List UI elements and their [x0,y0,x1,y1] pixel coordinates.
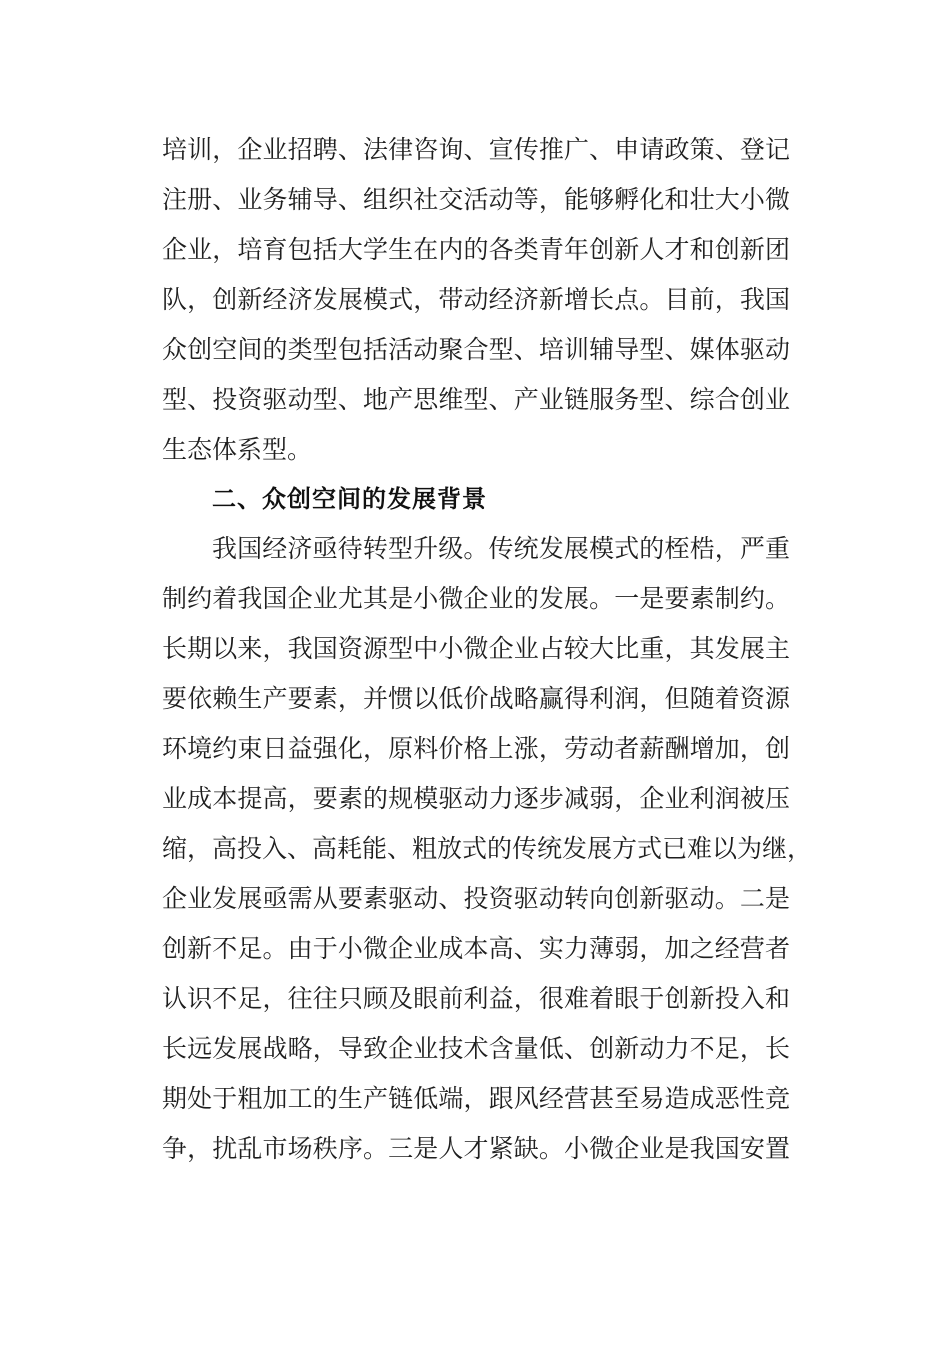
text-line: 长期以来，我国资源型中小微企业占较大比重，其发展主 [162,634,790,663]
text-line: 环境约束日益强化，原料价格上涨，劳动者薪酬增加，创 [162,734,790,763]
section-heading: 二、众创空间的发展背景 [212,485,487,513]
text-line: 企业，培育包括大学生在内的各类青年创新人才和创新团 [162,235,790,264]
text-line: 企业发展亟需从要素驱动、投资驱动转向创新驱动。二是 [162,884,790,913]
text-line: 我国经济亟待转型升级。传统发展模式的桎梏，严重 [212,534,790,563]
text-line: 型、投资驱动型、地产思维型、产业链服务型、综合创业 [162,385,790,414]
text-line: 队，创新经济发展模式，带动经济新增长点。目前，我国 [162,285,790,314]
text-line: 众创空间的类型包括活动聚合型、培训辅导型、媒体驱动 [162,335,790,364]
text-line: 制约着我国企业尤其是小微企业的发展。一是要素制约。 [162,584,790,613]
text-line: 认识不足，往往只顾及眼前利益，很难着眼于创新投入和 [162,984,790,1013]
text-line: 培训，企业招聘、法律咨询、宣传推广、申请政策、登记 [162,135,790,164]
text-line: 缩，高投入、高耗能、粗放式的传统发展方式已难以为继， [162,834,813,863]
text-line: 期处于粗加工的生产链低端，跟风经营甚至易造成恶性竞 [162,1084,790,1113]
text-line: 要依赖生产要素，并惯以低价战略赢得利润，但随着资源 [162,684,790,713]
text-line: 注册、业务辅导、组织社交活动等，能够孵化和壮大小微 [162,185,790,214]
text-line: 创新不足。由于小微企业成本高、实力薄弱，加之经营者 [162,934,790,963]
text-line: 业成本提高，要素的规模驱动力逐步减弱，企业利润被压 [162,784,790,813]
text-line: 长远发展战略，导致企业技术含量低、创新动力不足，长 [162,1034,790,1063]
text-line: 争，扰乱市场秩序。三是人才紧缺。小微企业是我国安置 [162,1134,790,1163]
text-line: 生态体系型。 [162,435,313,464]
